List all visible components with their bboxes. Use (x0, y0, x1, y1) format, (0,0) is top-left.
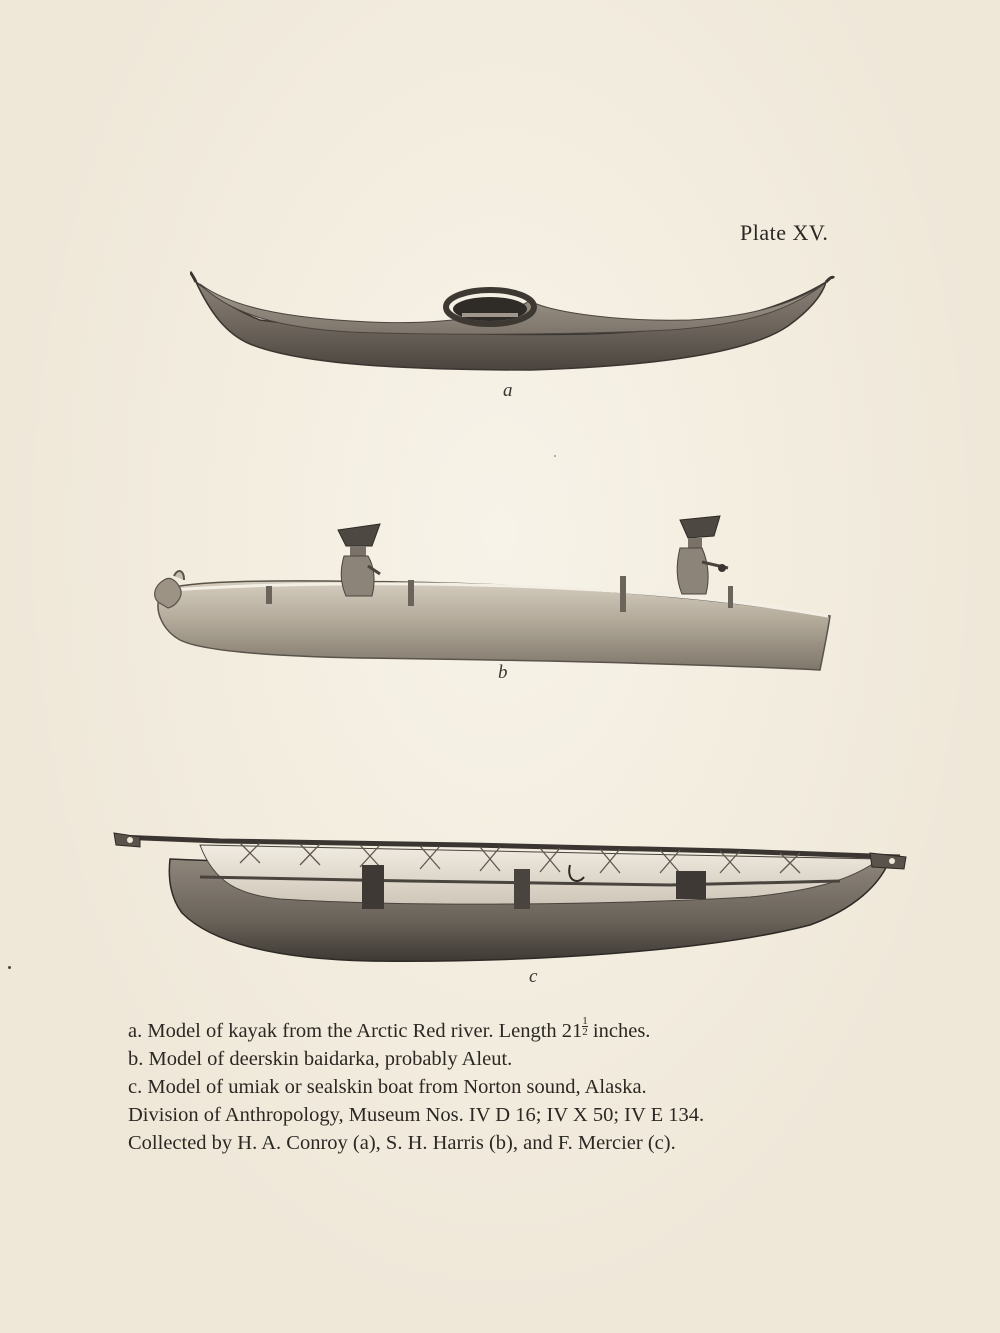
caption-line-a-text: a. Model of kayak from the Arctic Red river. Length 21 (128, 1020, 583, 1042)
kayak-illustration (190, 270, 835, 380)
plate-title: Plate XV. (740, 220, 829, 245)
fraction-denominator: 2 (582, 1026, 588, 1038)
caption-line-a (128, 1016, 888, 1045)
caption-line-b: b. Model of deerskin baidarka, probably Aleut. (128, 1048, 513, 1070)
figure-b-label: b (498, 662, 508, 683)
figure-a-label: a (503, 380, 513, 401)
paddler-figure-2 (677, 516, 728, 594)
caption-line-a-suffix: inches. (587, 1020, 651, 1042)
umiak-illustration (110, 825, 910, 975)
figure-b-baidarka (140, 510, 840, 680)
paddler-figure-1 (338, 524, 380, 596)
fraction-numerator: 1 (582, 1015, 588, 1027)
figure-c-umiak (110, 825, 910, 975)
paper-speck (8, 966, 11, 969)
caption-line-collected: Collected by H. A. Conroy (a), S. H. Harris (b), and F. Mercier (c). (128, 1132, 676, 1154)
plate-caption (128, 1016, 888, 1157)
paper-speck (554, 455, 556, 457)
figure-a-kayak (190, 270, 835, 380)
caption-line-division: Division of Anthropology, Museum Nos. IV D 16; IV X 50; IV E 134. (128, 1104, 705, 1126)
baidarka-illustration (140, 510, 840, 680)
figure-c-label: c (529, 966, 538, 987)
caption-line-c: c. Model of umiak or sealskin boat from Norton sound, Alaska. (128, 1076, 647, 1098)
